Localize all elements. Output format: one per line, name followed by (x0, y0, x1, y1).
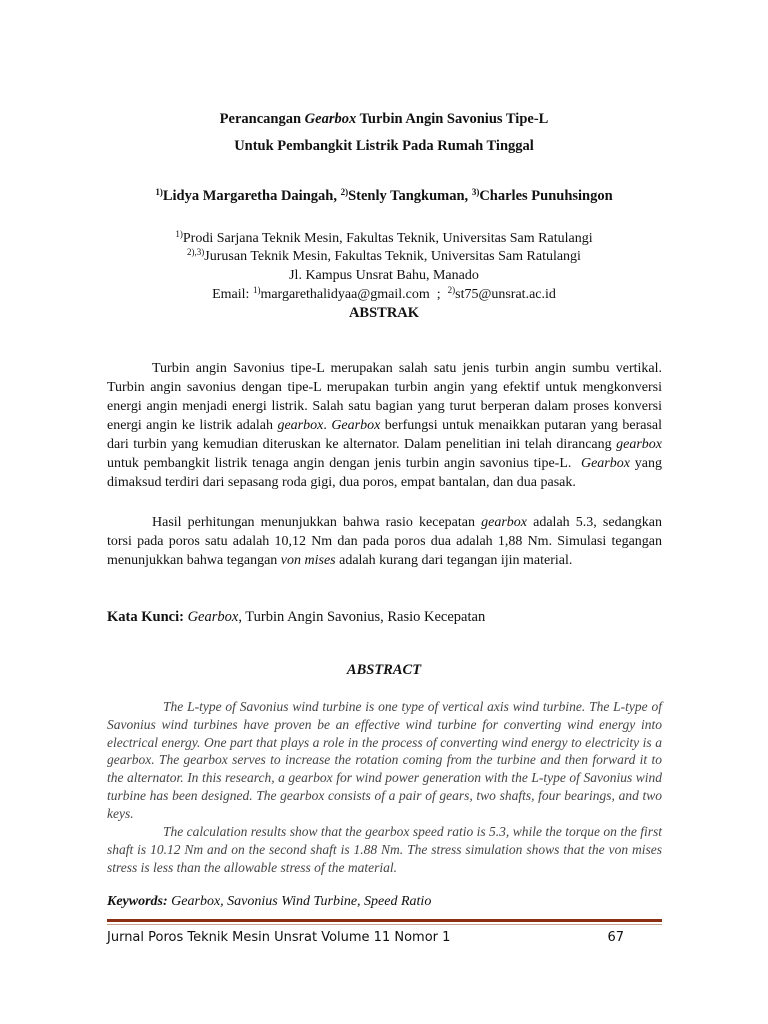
abstrak-text: . (323, 418, 332, 433)
journal-name: Jurnal Poros Teknik Mesin Unsrat Volume 11 Nomor 1 (107, 930, 451, 945)
email-line (0, 286, 768, 304)
abstrak-italic: von mises (280, 553, 336, 568)
title-text: Perancangan (219, 111, 305, 127)
affiliation-text: Jurusan Teknik Mesin, Fakultas Teknik, Universitas Sam Ratulangi (204, 249, 581, 264)
kata-kunci-text: , Turbin Angin Savonius, Rasio Kecepatan (238, 609, 486, 625)
kata-kunci-label: Kata Kunci: (107, 609, 188, 625)
kata-kunci-line (107, 609, 662, 626)
abstrak-italic: Gearbox (331, 418, 381, 433)
abstract-paragraph-2 (107, 823, 662, 876)
affiliation-text: Prodi Sarjana Teknik Mesin, Fakultas Teknik, Universitas Sam Ratulangi (182, 231, 593, 246)
affiliation-marker: 1) (175, 229, 183, 239)
paper-title-line-1 (0, 110, 768, 128)
kata-kunci-italic: Gearbox (187, 609, 239, 625)
page-footer (107, 930, 662, 945)
author-marker: 2) (340, 187, 349, 197)
abstrak-italic: gearbox (616, 437, 662, 452)
email-label: Email: (212, 287, 253, 302)
affiliation-line-1 (0, 230, 768, 248)
affiliation-line-2 (0, 248, 768, 266)
abstrak-text: yang dimaksud terdiri dari sepasang roda gigi, dua poros, empat bantalan, dan dua pasak. (107, 456, 662, 490)
affiliation-address: Jl. Kampus Unsrat Bahu, Manado (289, 268, 479, 283)
keywords-line (107, 894, 662, 910)
affiliation-marker: 2),3) (187, 247, 205, 257)
abstrak-text: untuk pembangkit listrik tenaga angin dengan jenis turbin angin savonius tipe-L. (107, 437, 666, 471)
author-list (0, 188, 768, 205)
abstrak-text: adalah 5.3, sedangkan torsi pada poros satu adalah 10,12 Nm dan pada poros dua adalah 1,88 Nm. Simulasi tegangan menunjukkan bahwa tegangan (107, 515, 663, 568)
abstract-text: The calculation results show that the gearbox speed ratio is 5.3, while the torque on the first shaft is 10.12 Nm and on the second shaft is 1.88 Nm. The stress simulation shows that the von mises stress is less than the allowable stress of the material. (107, 824, 662, 875)
abstrak-italic: gearbox (277, 418, 324, 433)
footer-divider (107, 919, 662, 922)
page-number: 67 (607, 930, 624, 945)
email-address: margarethalidyaa@gmail.com (260, 287, 430, 302)
abstrak-text: Turbin angin Savonius tipe-L merupakan salah satu jenis turbin angin sumbu vertikal. Turbin angin savonius dengan tipe-L merupakan turbin angin yang efektif untuk mengkonversi energi angin menjadi energi listrik. Salah satu bagian yang turut berperan dalam proses konversi energi angin ke listrik adalah (107, 361, 662, 433)
paper-title-line-2: Untuk Pembangkit Listrik Pada Rumah Tinggal (234, 138, 534, 154)
title-italic-gearbox: Gearbox (304, 111, 357, 127)
abstrak-paragraph-2 (107, 513, 662, 570)
keywords-text: Gearbox, Savonius Wind Turbine, Speed Ratio (171, 894, 432, 909)
email-address: st75@unsrat.ac.id (455, 287, 556, 302)
email-marker: 1) (252, 285, 261, 295)
abstract-paragraph-1 (107, 698, 662, 823)
keywords-label: Keywords: (107, 894, 172, 909)
abstrak-text: Hasil perhitungan menunjukkan bahwa rasio kecepatan (152, 515, 482, 530)
abstract-text: The L-type of Savonius wind turbine is one type of vertical axis wind turbine. The L-type of Savonius wind turbines have proven be an effective wind turbine for converting wind energy into electrical energy. One part that plays a role in the process of converting wind energy to electricity is a gearbox. The gearbox serves to increase the rotation coming from the turbine and then forward it to the alternator. In this research, a gearbox for wind power generation with the L-type of Savonius wind turbine has been designed. The gearbox consists of a pair of gears, two shafts, four bearings, and two keys. (107, 699, 662, 821)
email-marker: 2) (447, 285, 456, 295)
footer-divider-thin (107, 924, 662, 925)
author-name: Lidya Margaretha Daingah, (162, 188, 341, 204)
abstract-heading: ABSTRACT (346, 662, 422, 678)
author-name: Charles Punuhsingon (479, 188, 613, 204)
abstrak-text: adalah kurang dari tegangan ijin material. (335, 553, 573, 568)
abstrak-heading: ABSTRAK (348, 305, 420, 321)
abstrak-italic: gearbox (481, 515, 527, 530)
author-name: Stenly Tangkuman, (348, 188, 472, 204)
abstrak-paragraph-1 (107, 359, 666, 492)
email-separator: ; (429, 287, 448, 302)
title-text: Turbin Angin Savonius Tipe-L (356, 111, 549, 127)
author-marker: 1) (155, 187, 163, 197)
author-marker: 3) (471, 187, 480, 197)
abstrak-text: berfungsi untuk menaikkan putaran yang berasal dari turbin yang kemudian diteruskan ke alternator. Dalam penelitian ini telah dirancang (107, 418, 662, 452)
abstrak-italic: Gearbox (580, 456, 630, 471)
